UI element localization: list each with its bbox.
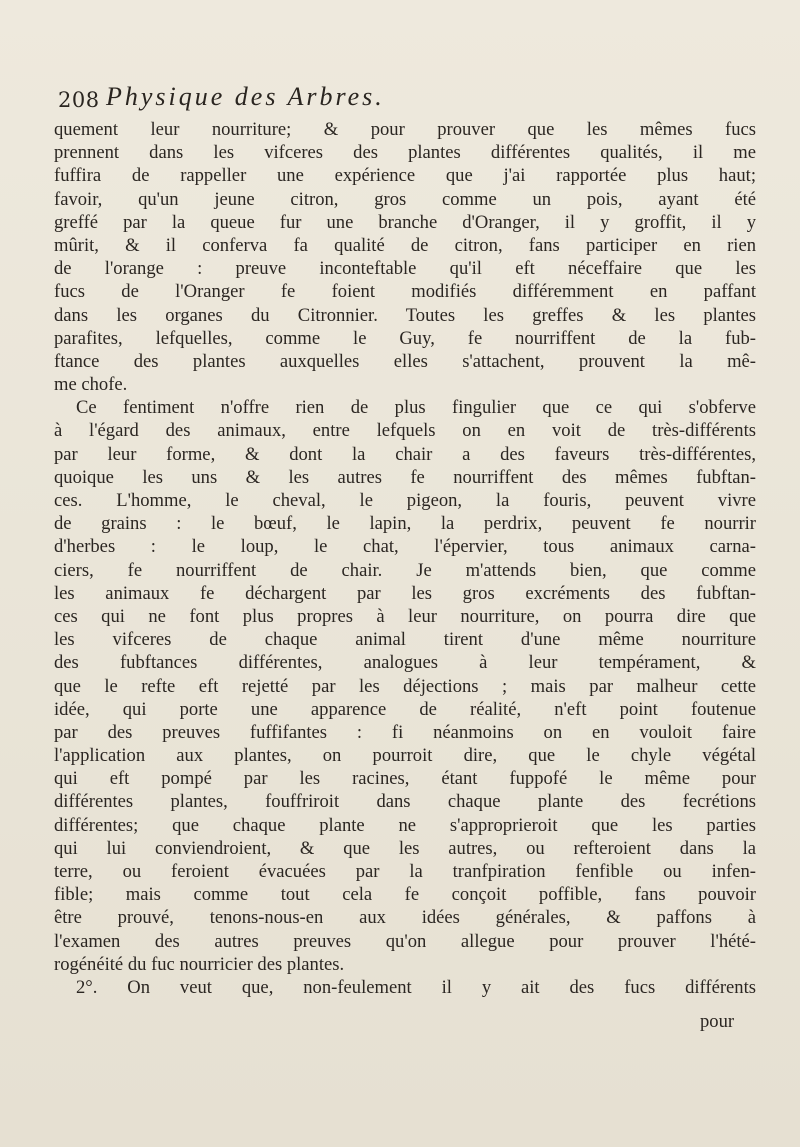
text-line: quement leur nourriture; & pour prouver que les mêmes fucs [54, 119, 756, 140]
text-line: par des preuves fuffifantes : fi néanmoins on en vouloit faire [54, 721, 756, 743]
text-line: quoique les uns & les autres fe nourriffent des mêmes fubftan- [54, 466, 756, 488]
text-line: être prouvé, tenons-nous-en aux idées générales, & paffons à [54, 907, 756, 929]
text-line: qui eft pompé par les racines, étant fuppofé le même pour [54, 768, 756, 790]
text-line: fuffira de rappeller une expérience que j'ai rapportée plus haut; [54, 165, 756, 187]
text-line: l'application aux plantes, on pourroit dire, que le chyle végétal [54, 745, 756, 767]
text-line: greffé par la queue fur une branche d'Oranger, il y groffit, il y [54, 211, 756, 233]
text-line: que le refte eft rejetté par les déjections ; mais par malheur cette [54, 675, 756, 697]
text-line: d'herbes : le loup, le chat, l'épervier, tous animaux carna- [54, 536, 756, 558]
text-line: me chofe. [54, 374, 128, 396]
text-line: par leur forme, & dont la chair a des faveurs très-différentes, [54, 443, 756, 465]
page-header [58, 82, 758, 116]
text-line: les vifceres de chaque animal tirent d'une même nourriture [54, 629, 756, 651]
page-number: 208 [58, 88, 100, 112]
text-line: fucs de l'Oranger fe foient modifiés différemment en paffant [54, 281, 756, 303]
text-line: prennent dans les vifceres des plantes différentes qualités, il me [54, 142, 756, 164]
text-line: différentes; que chaque plante ne s'approprieroit que les parties [54, 814, 756, 836]
text-line: idée, qui porte une apparence de réalité, n'eft point foutenue [54, 698, 756, 720]
text-line: de l'orange : preuve inconteftable qu'il eft néceffaire que les [54, 258, 756, 280]
text-line: fible; mais comme tout cela fe conçoit poffible, fans pouvoir [54, 884, 756, 906]
text-line: différentes plantes, fouffriroit dans chaque plante des fecrétions [54, 791, 756, 813]
text-line: rogénéité du fuc nourricier des plantes. [54, 953, 345, 975]
text-line: ces qui ne font plus propres à leur nourriture, on pourra dire que [54, 605, 756, 627]
text-line: dans les organes du Citronnier. Toutes les greffes & les plantes [54, 304, 756, 326]
text-line: à l'égard des animaux, entre lefquels on en voit de très-différents [54, 420, 756, 442]
text-line: de grains : le bœuf, le lapin, la perdrix, peuvent fe nourrir [54, 513, 756, 535]
text-line: qui lui conviendroient, & que les autres, ou refteroient dans la [54, 837, 756, 859]
paragraph-start-line: 2°. On veut que, non-feulement il y ait des fucs différents [76, 976, 756, 998]
text-line: mûrit, & il conferva fa qualité de citron, fans participer en rien [54, 234, 756, 256]
text-line: les animaux fe déchargent par les gros excréments des fubftan- [54, 582, 756, 604]
text-line: ftance des plantes auxquelles elles s'attachent, prouvent la mê- [54, 350, 756, 372]
running-head: Physique des Arbres. [106, 82, 385, 111]
text-line: terre, ou feroient évacuées par la tranfpiration fenfible ou infen- [54, 861, 756, 882]
text-line: des fubftances différentes, analogues à leur tempérament, & [54, 652, 756, 674]
catchword: pour [700, 1011, 735, 1032]
text-line: ciers, fe nourriffent de chair. Je m'attends bien, que comme [54, 559, 756, 581]
text-line: ces. L'homme, le cheval, le pigeon, la fouris, peuvent vivre [54, 490, 756, 511]
paragraph-start-line: Ce fentiment n'offre rien de plus fingulier que ce qui s'obferve [76, 397, 756, 419]
text-line: favoir, qu'un jeune citron, gros comme un pois, ayant été [54, 188, 756, 210]
text-line: parafites, lefquelles, comme le Guy, fe nourriffent de la fub- [54, 327, 756, 349]
text-line: l'examen des autres preuves qu'on allegue pour prouver l'hété- [54, 930, 756, 952]
body-text [54, 118, 756, 999]
